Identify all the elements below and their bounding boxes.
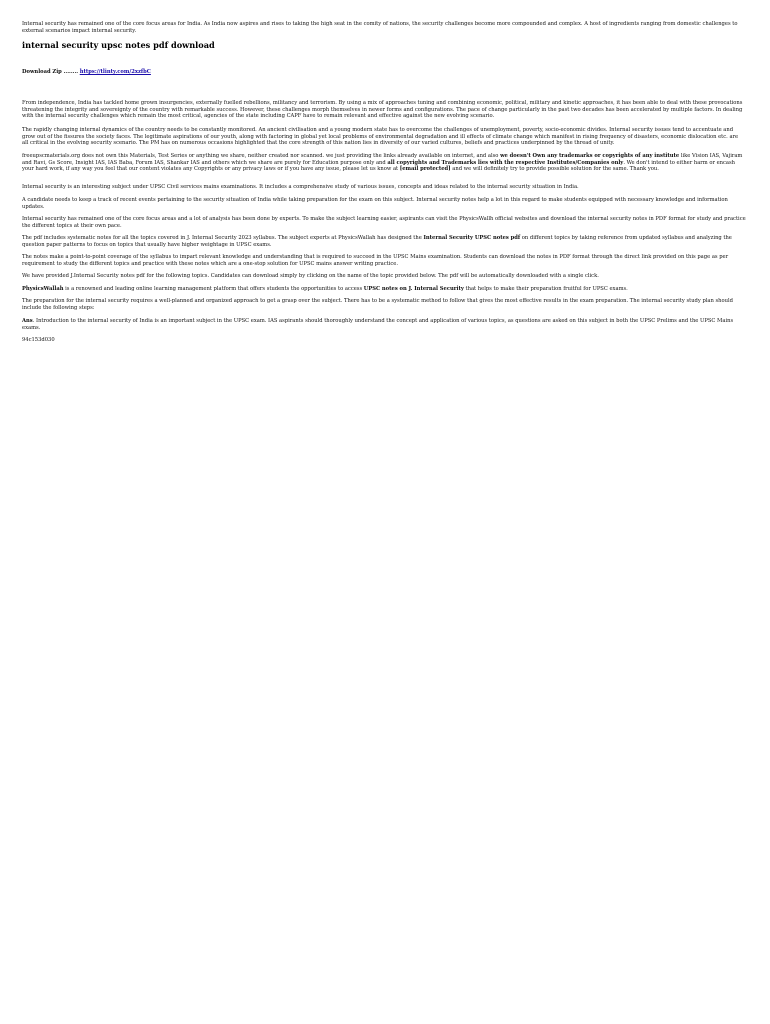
email-protected[interactable]: [email protected]: [399, 166, 451, 173]
download-link[interactable]: https://tlinty.com/2xzfbC: [79, 69, 151, 75]
pdf-bold: Internal Security UPSC notes pdf: [423, 235, 521, 241]
disclaimer-text: and we will definitely try to provide possible solution for the same. Thank you.: [450, 166, 659, 173]
intro-paragraph: Internal security has remained one of the core focus areas for India. As India now aspires and rises to taking the high seat in the comity of nations, the security challenges become more compounded and complex. A host of ingredients ranging from domestic challenges to external scenarios impact internal security.: [22, 21, 738, 34]
physicswallah-text: that helps to make their preparation fruitful for UPSC exams.: [463, 286, 628, 292]
hash-code: 94c153d030: [22, 337, 55, 343]
physicswallah-bold-notes: UPSC notes on J. Internal Security: [363, 286, 464, 292]
physicswallah-text: is a renowned and leading online learning management platform that offers students the opportunities to access: [63, 286, 364, 292]
paragraph-preparation: The preparation for the internal security requires a well-planned and organized approach to get a grasp over the subject. There has to be a systematic method to follow that gives the most effective results in the exam preparation. The internal security study plan should include the following steps:: [22, 298, 733, 311]
paragraph-core-focus: Internal security has remained one of the core focus areas and a lot of analysis has been done by experts. To make the subject learning easier, aspirants can visit the PhysicsWallh official websites and download the internal security notes in PDF format for study and practice the different topics at their own pace.: [22, 216, 746, 229]
paragraph-disclaimer: [22, 153, 746, 173]
disclaimer-bold-copyrights: all copyrights and Trademarks lies with the respective Institutes/Companies only: [387, 159, 624, 166]
answer-text: . Introduction to the internal security of India is an important subject in the UPSC exam. IAS aspirants should thoroughly understand the concept and application of various topics, as questions are asked on this subject in both the UPSC Prelims and the UPSC Mains exams.: [22, 318, 734, 331]
paragraph-answer: [22, 318, 746, 331]
paragraph-independence: From independence, India has tackled home grown insurgencies, externally fuelled rebellions, militancy and terrorism. By using a mix of approaches tuning and combining economic, political, military and kinetic approaches, it has been able to deal with these provocations threatening the integrity and sovereignty of the country with remarkable success. However, these challenges morph themselves in newer forms and configurations. The pace of change particularly in the past two decades has been accelerated by multiple factors. In dealing with the internal security challenges which remain the most critical, agencies of the state including CAPF have to remain relevant and effective against the new evolving scenario.: [22, 100, 743, 120]
disclaimer-bold-trademarks: we doesn't Own any trademarks or copyrights of any institute: [500, 153, 680, 159]
paragraph-interesting-subject: Internal security is an interesting subject under UPSC Civil services mains examinations. It includes a comprehensive study of various issues, concepts and ideas related to the internal security situation in India.: [22, 184, 579, 190]
disclaimer-text: freeupscmaterials.org does not own this Materials, Test Series or anything we share, neither created nor scanned. we just providing the links already available on internet, and also: [22, 153, 501, 159]
disclaimer-text: . We don't intend to either harm or encash your hard work, if any way you feel that our content violates any Copyrights or any privacy laws or if you have any issue, please let us know at: [22, 159, 736, 173]
paragraph-candidate: A candidate needs to keep a track of recent events pertaining to the security situation of India while taking preparation for the exam on this subject. Internal security notes help a lot in this regard to make students equipped with necessary knowledge and information updates.: [22, 197, 728, 210]
answer-label: Ans: [22, 318, 33, 324]
download-label: Download Zip ........: [22, 69, 79, 75]
pdf-text: The pdf includes systematic notes for all the topics covered in J. Internal Security 2023 syllabus. The subject experts at PhysicsWallah has designed the: [22, 235, 424, 241]
disclaimer-text: like Vision IAS, Vajiram and Ravi, Gs Score, Insight IAS, IAS Baba, Forum IAS, Shankar IAS and others which we share are purely for Education purpose only and: [22, 153, 743, 166]
paragraph-internal-dynamics: The rapidly changing internal dynamics of the country needs to be constantly monitored. An ancient civilisation and a young modern state has to overcome the challenges of unemployment, poverty, socio-economic divides. Internal security issues tend to accentuate and grow out of the fissures the society faces. The legitimate aspirations of our youth, along with factoring in global yet local problems of environmental degradation and ill effects of climate change which manifest in rising frequency of disasters, economic dislocation etc. are all critical in the evolving security scenario. The PM has on numerous occasions highlighted that the core strength of this nation lies in diversity of our varied cultures, beliefs and practices underpinned by the thread of unity.: [22, 127, 739, 147]
page-title: internal security upsc notes pdf download: [22, 40, 215, 50]
pdf-text: on different topics by taking reference from updated syllabus and analyzing the question paper patterns to focus on topics that usually have higher weightage in UPSC exams.: [22, 235, 732, 248]
paragraph-provided: We have provided J.Internal Security notes pdf for the following topics. Candidates can download simply by clicking on the name of the topic provided below. The pdf will be automatically downloaded with a single click.: [22, 273, 599, 279]
paragraph-notes: The notes make a point-to-point coverage of the syllabus to impart relevant knowledge and understanding that is required to succeed in the UPSC Mains examination. Students can download the notes in PDF format through the direct link provided on this page as per requirement to study the different topics and practice with these notes which are a one-stop solution for UPSC mains answer writing practice.: [22, 254, 729, 267]
download-line: [22, 69, 746, 76]
paragraph-pdf-includes: [22, 235, 746, 248]
physicswallah-bold: PhysicsWallah: [22, 286, 64, 292]
paragraph-physicswallah: [22, 286, 746, 293]
